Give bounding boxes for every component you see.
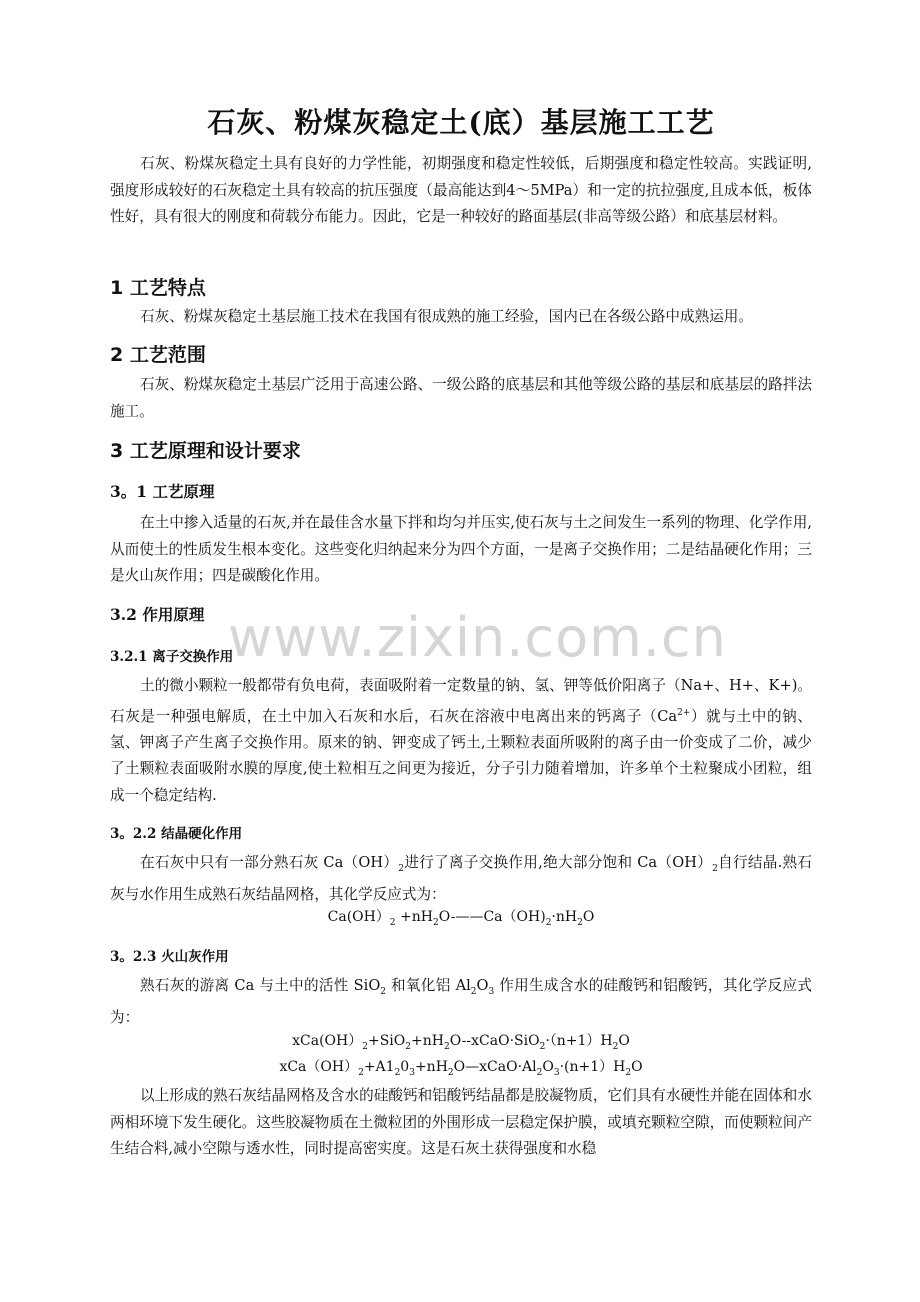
formula-pozzolanic-2: $xCa(OH)_2+A1_20_3+nH_2O—xCaO\cdot Al_2O_3\cdot(n+1)H_2O$	[279, 1059, 643, 1078]
section-3-2-3-heading: 3。2.3 火山灰作用	[110, 949, 229, 965]
section-3-heading: 3 工艺原理和设计要求	[110, 440, 301, 462]
section-2-heading: 2 工艺范围	[110, 344, 206, 366]
section-3-2-2-heading: 3。2.2 结晶硬化作用	[110, 826, 243, 842]
document-title: 石灰、粉煤灰稳定土(底）基层施工工艺	[207, 106, 715, 139]
section-3-2-3-text-2: 以上形成的熟石灰结晶网格及含水的硅酸钙和铝酸钙结晶都是胶凝物质，它们具有水硬性并能在固体和水两相环境下发生硬化。这些胶凝物质在土微粒团的外围形成一层稳定保护膜，或填充颗粒空隙，而使颗粒间产生结合料,减小空隙与透水性，同时提高密实度。这是石灰土获得强度和水稳	[110, 1087, 812, 1157]
formula-pozzolanic-1: $xCa(OH)_2+SiO_2+nH_2O--xCaO\cdot SiO_2\cdot(n+1)H_2O$	[292, 1033, 630, 1052]
intro-paragraph: 石灰、粉煤灰稳定土具有良好的力学性能，初期强度和稳定性较低，后期强度和稳定性较高。实践证明,强度形成较好的石灰稳定土具有较高的抗压强度（最高能达到4～5MPa）和一定的抗拉强度,且成本低，板体性好，具有很大的刚度和荷载分布能力。因此，它是一种较好的路面基层(非高等级公路）和底基层材料。	[110, 155, 812, 225]
section-3-2-3-text: 熟石灰的游离 Ca 与土中的活性 SiO$_2$ 和氧化铝 $Al_2O_3$ 作用生成含水的硅酸钙和铝酸钙，其化学反应式为：	[110, 977, 812, 1027]
section-3-1-text: 在土中掺入适量的石灰,并在最佳含水量下拌和均匀并压实,使石灰与土之间发生一系列的物理、化学作用,从而使土的性质发生根本变化。这些变化归纳起来分为四个方面，一是离子交换作用；二是结晶硬化作用；三是火山灰作用；四是碳酸化作用。	[110, 514, 812, 584]
section-3-2-1-text: 土的微小颗粒一般都带有负电荷，表面吸附着一定数量的钠、氢、钾等低价阳离子（Na+、H+、K+)。石灰是一种强电解质，在土中加入石灰和水后，石灰在溶液中电离出来的钙离子$(Ca^{2+})$就与土中的钠、氢、钾离子产生离子交换作用。原来的钠、钾变成了钙土,土颗粒表面所吸附的离子由一价变成了二价，减少了土颗粒表面吸附水膜的厚度,使土粒相互之间更为接近，分子引力随着增加，许多单个土粒聚成小团粒，组成一个稳定结构.	[110, 677, 812, 804]
section-1-text: 石灰、粉煤灰稳定土基层施工技术在我国有很成熟的施工经验，国内已在各级公路中成熟运用。	[140, 308, 753, 325]
section-3-2-2-text: 在石灰中只有一部分熟石灰 $Ca(OH)_2$进行了离子交换作用,绝大部分饱和 $Ca(OH)_2$自行结晶.熟石灰与水作用生成熟石灰结晶网格，其化学反应式为：	[110, 854, 813, 904]
section-3-2-heading: 3.2 作用原理	[110, 605, 205, 624]
watermark: www.zixin.com.cn	[228, 606, 727, 669]
section-3-1-heading: 3。1 工艺原理	[110, 482, 215, 501]
section-2-text: 石灰、粉煤灰稳定土基层广泛用于高速公路、一级公路的底基层和其他等级公路的基层和底基层的路拌法施工。	[110, 376, 812, 420]
section-3-2-1-heading: 3.2.1 离子交换作用	[110, 649, 234, 665]
formula-crystallization: $Ca(OH)_2$ $+nH_2O-——Ca(OH)_2\cdot nH_2O$	[327, 909, 595, 928]
section-1-heading: 1 工艺特点	[110, 277, 206, 299]
